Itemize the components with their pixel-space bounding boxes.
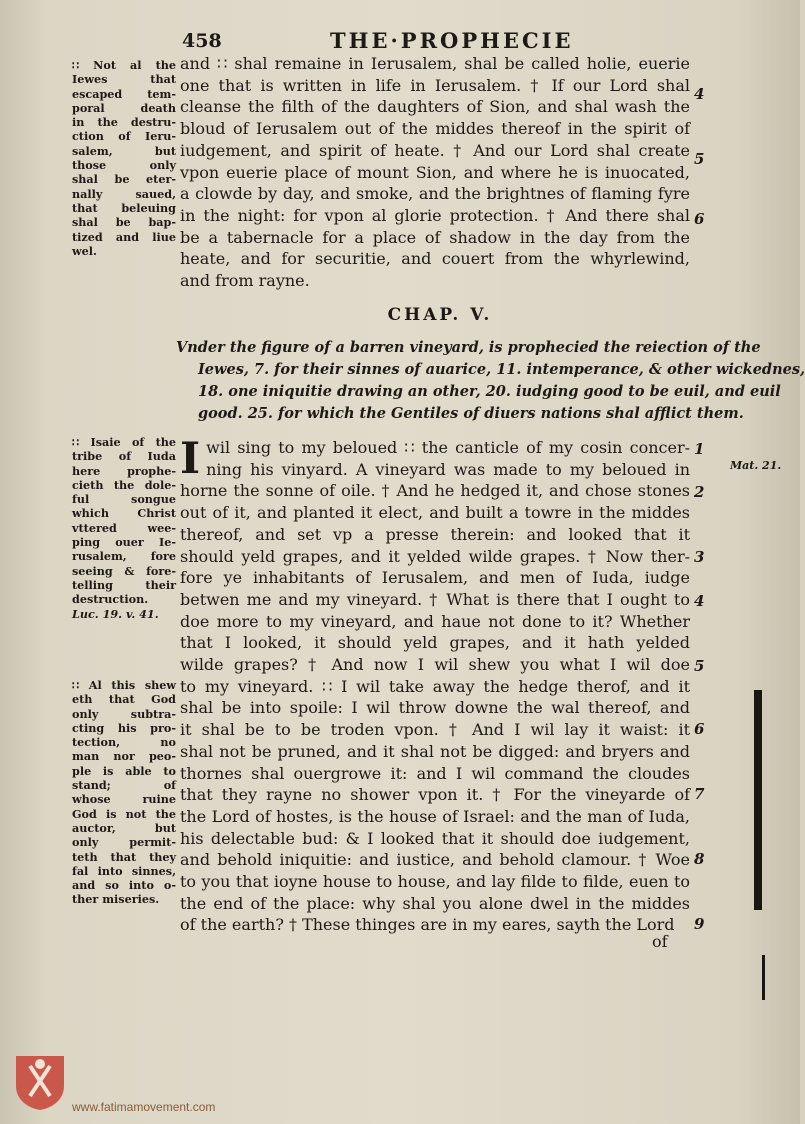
text-line: ction of Ieru-	[72, 129, 176, 144]
text-line: vpon euerie place of mount Sion, and where he is inuocated,	[180, 162, 690, 182]
text-line: teth that they	[72, 849, 176, 864]
text-line: ping ouer Ie-	[72, 535, 176, 550]
text-line: ∷ Isaie of the	[72, 435, 176, 449]
margin-note-3	[72, 678, 176, 907]
text-line: that they rayne no shower vpon it. † For the vineyarde of	[180, 785, 690, 805]
text-line: ∷ Not al the	[72, 58, 176, 72]
text-line: telling their	[72, 577, 176, 592]
text-line: salem, but	[72, 143, 176, 158]
text-line: ning his vinyard. A vineyard was made to my beloued in	[206, 459, 690, 479]
verse-number: 4	[694, 85, 705, 103]
papal-keys-logo-icon	[12, 1052, 68, 1112]
text-line: here prophe-	[72, 463, 176, 478]
margin-note-2-reference: Luc. 19. v. 41.	[72, 606, 159, 621]
margin-note-2-body	[72, 435, 176, 607]
text-line: and from rayne.	[180, 271, 310, 291]
chapter-heading: CHAP. V.	[387, 305, 493, 325]
text-line: wel.	[72, 243, 97, 258]
text-line: Iewes, 7. for their sinnes of auarice, 11. intemperance, & other wickednes,	[198, 361, 805, 378]
text-line: and behold iniquitie: and iustice, and behold clamour. † Woe	[180, 850, 690, 870]
text-line: a clowde by day, and smoke, and the brightnes of flaming fyre	[180, 184, 690, 204]
text-line: wil sing to my beloued ∷ the canticle of my cosin concer-	[206, 438, 690, 457]
text-line: good. 25. for which the Gentiles of diuers nations shal afflict them.	[198, 405, 744, 422]
text-line: stand; of	[72, 778, 176, 793]
text-line: fore ye inhabitants of Ierusalem, and men of Iuda, iudge	[180, 568, 690, 588]
text-line: to you that ioyne house to house, and lay filde to filde, euen to	[180, 872, 690, 892]
verse-number: 2	[694, 483, 705, 501]
chapter-5-lines	[180, 434, 690, 936]
chapter-summary	[176, 337, 805, 425]
text-line: to my vineyard. ∷ I wil take away the hedge therof, and it	[180, 676, 690, 696]
cross-reference: Mat. 21.	[730, 459, 782, 472]
text-line: man nor peo-	[72, 749, 176, 764]
text-line: bloud of Ierusalem out of the middes thereof in the spirit of	[180, 119, 690, 139]
text-line: eth that God	[72, 692, 176, 707]
text-line: that I looked, it should yeld grapes, and it hath yelded	[180, 633, 690, 653]
text-line: that beleuing	[72, 200, 176, 215]
verse-number: 6	[694, 720, 705, 738]
text-line: cleanse the filth of the daughters of Sion, and shal wash the	[180, 97, 690, 117]
text-line: shal be into spoile: I wil throw downe the wal thereof, and	[180, 698, 690, 718]
text-line: poral death	[72, 100, 176, 115]
text-line: vttered wee-	[72, 520, 176, 535]
text-line: shal not be pruned, and it shal not be digged: and bryers and	[180, 741, 690, 761]
text-line: 18. one iniquitie drawing an other, 20. iudging good to be euil, and euil	[198, 383, 781, 400]
verse-number: 4	[694, 592, 705, 610]
page-number: 458	[182, 30, 222, 52]
text-line: tection, no	[72, 735, 176, 750]
verse-number: 1	[694, 440, 705, 458]
page-title: THE·PROPHECIE	[330, 28, 574, 53]
text-line: and so into o-	[72, 878, 176, 893]
text-line: cieth the dole-	[72, 477, 176, 492]
margin-ink-bar	[762, 955, 765, 1000]
text-line: thornes shal ouergrowe it: and I wil command the cloudes	[180, 763, 690, 783]
text-line: Iewes that	[72, 72, 176, 87]
text-line: iudgement, and spirit of heate. † And our Lord shal create	[180, 140, 690, 160]
tiara-top	[35, 1059, 45, 1069]
catchword: of	[652, 932, 668, 951]
text-line: cting his pro-	[72, 720, 176, 735]
text-line: out of it, and planted it elect, and built a towre in the middes	[180, 503, 690, 523]
text-line: be a tabernacle for a place of shadow in the day from the	[180, 227, 690, 247]
text-line: fal into sinnes,	[72, 863, 176, 878]
verse-number: 7	[694, 785, 705, 803]
text-line: the Lord of hostes, is the house of Israel: and the man of Iuda,	[180, 806, 690, 826]
text-line: tribe of Iuda	[72, 449, 176, 464]
text-line: auctor, but	[72, 820, 176, 835]
text-line: seeing & fore-	[72, 563, 176, 578]
text-line: Vnder the figure of a barren vineyard, is prophecied the reiection of the	[176, 339, 761, 356]
verse-number: 5	[694, 150, 705, 168]
text-line: of the earth? † These thinges are in my eares, sayth the Lord	[180, 915, 675, 935]
text-line: doe more to my vineyard, and haue not done to it? Whether	[180, 611, 690, 631]
text-line: in the destru-	[72, 115, 176, 130]
text-line: only subtra-	[72, 706, 176, 721]
margin-note-2	[72, 435, 176, 621]
margin-note-1	[72, 58, 176, 258]
text-line: whose ruine	[72, 792, 176, 807]
text-line: his delectable bud: & I looked that it should doe iudgement,	[180, 828, 690, 848]
website-link[interactable]: www.fatimamovement.com	[72, 1100, 216, 1114]
text-line: wilde grapes? † And now I wil shew you what I wil doe	[180, 655, 690, 675]
text-line: shal be eter-	[72, 172, 176, 187]
text-line: escaped tem-	[72, 86, 176, 101]
margin-ink-bar	[754, 690, 762, 910]
text-line: betwen me and my vineyard. † What is there that I ought to	[180, 589, 690, 609]
text-line: horne the sonne of oile. † And he hedged it, and chose stones	[180, 481, 690, 501]
text-line: destruction.	[72, 592, 149, 607]
text-line: thereof, and set vp a presse therein: and looked that it	[180, 524, 690, 544]
verse-number: 5	[694, 657, 705, 675]
verse-number: 9	[694, 915, 705, 933]
drop-cap: I	[180, 434, 201, 484]
text-line: in the night: for vpon al glorie protection. † And there shal	[180, 205, 690, 225]
text-line: only permit-	[72, 835, 176, 850]
text-line: tized and liue	[72, 229, 176, 244]
text-line: shal be bap-	[72, 215, 176, 230]
text-line: the end of the place: why shal you alone dwel in the middes	[180, 893, 690, 913]
text-line: heate, and for securitie, and couert from the whyrlewind,	[180, 249, 690, 269]
verse-number: 6	[694, 210, 705, 228]
text-block-chapter-5	[180, 434, 690, 936]
text-line: it shal be to be troden vpon. † And I wil lay it waist: it	[180, 720, 690, 740]
text-line: which Christ	[72, 506, 176, 521]
text-line: ∷ Al this shew	[72, 678, 176, 692]
text-line: nally saued,	[72, 186, 176, 201]
text-line: those only	[72, 158, 176, 173]
verse-number: 8	[694, 850, 705, 868]
text-line: rusalem, fore	[72, 549, 176, 564]
text-line: one that is written in life in Ierusalem. † If our Lord shal	[180, 75, 690, 95]
text-line: ther miseries.	[72, 892, 160, 907]
text-line: ful songue	[72, 492, 176, 507]
verse-number: 3	[694, 548, 705, 566]
text-line: ple is able to	[72, 763, 176, 778]
text-block-chapter-4-end	[180, 53, 690, 292]
text-line: God is not the	[72, 806, 176, 821]
text-line: and ∷ shal remaine in Ierusalem, shal be called holie, euerie	[180, 54, 690, 73]
text-line: should yeld grapes, and it yelded wilde grapes. † Now ther-	[180, 546, 690, 566]
